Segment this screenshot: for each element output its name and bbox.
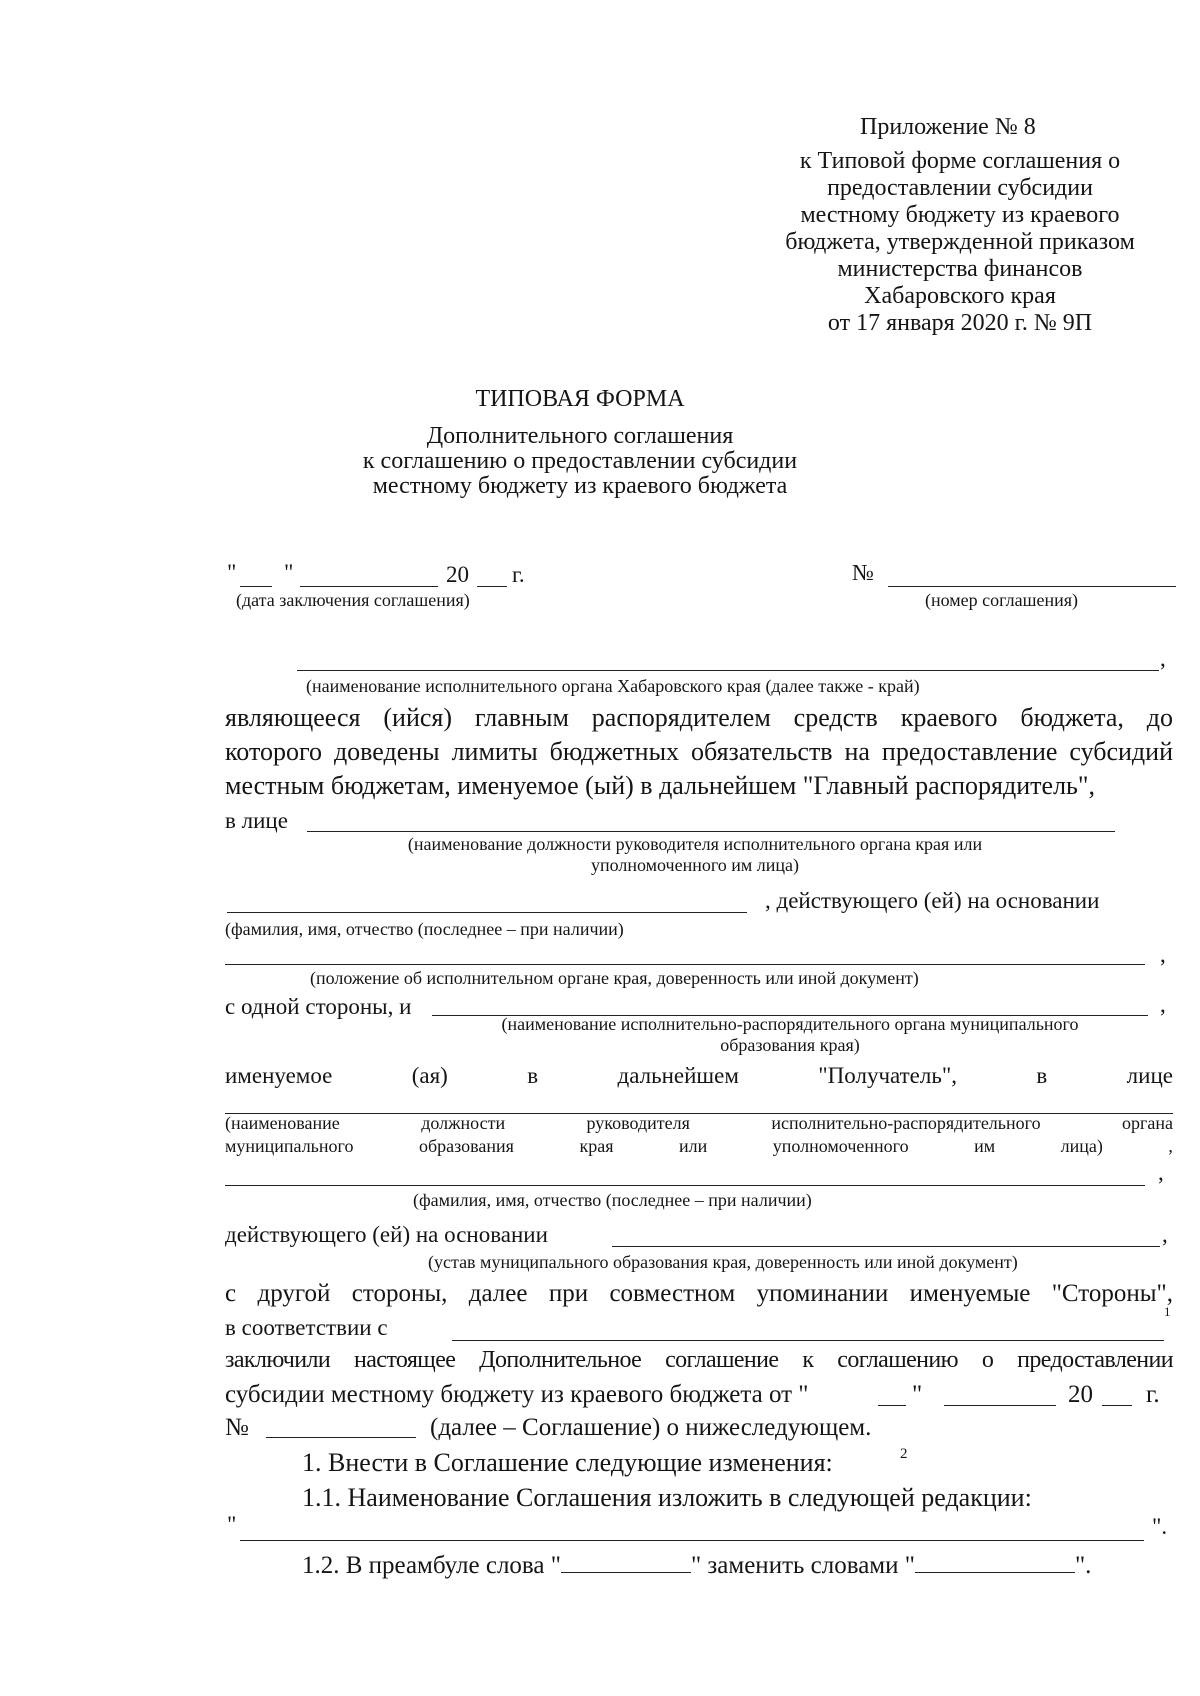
caption-fio: (фамилия, имя, отчество (последнее – при наличии) (225, 919, 624, 939)
subtitle-line: Дополнительного соглашения (426, 423, 734, 449)
recipient-word: в (527, 1063, 539, 1088)
caption-line: (наименование исполнительно-распорядительного органа муниципального (501, 1014, 1079, 1034)
one-side-label: с одной стороны, и (225, 994, 412, 1019)
number-caption: (номер соглашения) (925, 590, 1078, 610)
month-blank[interactable] (300, 586, 438, 587)
new-words-blank[interactable] (915, 1554, 1075, 1573)
date-quote-open: " (227, 560, 237, 585)
paragraph-line: являющееся (ийся) главным распорядителем средств краевого бюджета, до (225, 703, 1173, 732)
appendix-line: Хабаровского края (864, 283, 1056, 309)
caption-word: , (1168, 1136, 1173, 1156)
recipient-line (225, 1063, 1173, 1089)
day-blank[interactable] (240, 586, 272, 587)
form-title: ТИПОВАЯ ФОРМА (475, 386, 685, 412)
caption-word: образования (418, 1136, 514, 1156)
concluded-line: заключили настоящее Дополнительное соглашение к соглашению о предоставлении (225, 1347, 1173, 1373)
new-name-blank[interactable] (240, 1540, 1144, 1541)
caption-fio: (фамилия, имя, отчество (последнее – при наличии) (413, 1190, 812, 1210)
appendix-line: местному бюджету из краевого (800, 202, 1120, 228)
caption-word: руководителя (586, 1113, 690, 1133)
caption-line: уполномоченного им лица) (590, 855, 800, 875)
open-quote: " (227, 1512, 237, 1537)
item-1-2-end: ". (1074, 1552, 1092, 1579)
authority-name-blank[interactable] (297, 670, 1159, 671)
recipient-word: "Получатель", (818, 1063, 957, 1088)
number-sign: № (852, 560, 874, 585)
paragraph-line: местным бюджетам, именуемое (ый) в дальнейшем "Главный распорядитель", (225, 771, 1096, 800)
year-blank[interactable] (477, 586, 507, 587)
caption-word: им (974, 1136, 996, 1156)
in-accordance-label: в соответствии с (225, 1315, 388, 1340)
prior-agreement-day-blank[interactable] (878, 1405, 906, 1406)
item-1-2 (302, 1552, 1091, 1580)
caption-word: (наименование (225, 1113, 340, 1133)
caption-charter: (устав муниципального образования края, доверенность или иной документ) (428, 1252, 1018, 1272)
acting-basis-label: действующего (ей) на основании (225, 1222, 548, 1247)
recipient-word: (ая) (411, 1063, 448, 1088)
comma: , (1160, 646, 1166, 671)
comma: , (1160, 942, 1166, 967)
date-caption: (дата заключения соглашения) (236, 590, 470, 610)
concluded-year: 20 (1068, 1381, 1093, 1408)
concluded-line: (далее – Соглашение) о нижеследующем. (430, 1414, 872, 1441)
appendix-line: от 17 января 2020 г. № 9П (827, 310, 1093, 336)
caption-word: муниципального (225, 1136, 354, 1156)
prior-agreement-month-blank[interactable] (944, 1405, 1056, 1406)
subtitle-line: местному бюджету из краевого бюджета (372, 473, 788, 499)
in-person-label: в лице (225, 808, 288, 833)
caption-word: должности (421, 1113, 506, 1133)
caption-line: образования края) (720, 1035, 860, 1055)
caption-word: края (579, 1136, 614, 1156)
item-1-2-prefix: 1.2. В преамбуле слова " (302, 1552, 561, 1579)
appendix-line: к Типовой форме соглашения о (799, 148, 1121, 174)
comma: , (1162, 1222, 1168, 1247)
recipient-word: в (1036, 1063, 1048, 1088)
recipient-word: дальнейшем (617, 1063, 739, 1088)
caption-head-position (280, 834, 1110, 876)
footnote-marker: 2 (900, 1446, 908, 1462)
concluded-number-sign: № (225, 1414, 249, 1441)
close-quote: ". (1152, 1514, 1168, 1539)
prior-agreement-number-blank[interactable] (266, 1437, 416, 1438)
item-1-2-mid: " заменить словами " (690, 1552, 915, 1579)
concluded-g: г. (1146, 1381, 1160, 1408)
subtitle-line: к соглашению о предоставлении субсидии (362, 448, 798, 474)
caption-authority: (наименование исполнительного органа Хабаровского края (далее также - край) (306, 676, 920, 696)
caption-recipient-position (225, 1113, 1173, 1134)
concluded-quote: " (912, 1381, 923, 1408)
caption-basis-doc: (положение об исполнительном органе края, доверенность или иной документ) (310, 968, 919, 988)
form-subtitle (300, 424, 860, 499)
year-prefix: 20 (446, 562, 469, 587)
head-position-blank[interactable] (307, 831, 1115, 832)
appendix-line: министерства финансов (837, 256, 1083, 282)
head-fio-blank[interactable] (227, 912, 747, 913)
charter-blank[interactable] (612, 1246, 1160, 1247)
prior-agreement-year-blank[interactable] (1102, 1405, 1132, 1406)
caption-word: исполнительно-распорядительного (771, 1113, 1041, 1133)
appendix-line: бюджета, утвержденной приказом (785, 229, 1135, 255)
caption-municipal (400, 1014, 1180, 1056)
appendix-line: предоставлении субсидии (827, 175, 1093, 201)
appendix-number: Приложение № 8 (860, 114, 1036, 140)
comma: , (1160, 992, 1166, 1017)
recipient-word: лице (1126, 1063, 1173, 1088)
comma: , (1158, 1160, 1164, 1185)
item-1: 1. Внести в Соглашение следующие изменения: (302, 1448, 833, 1477)
recipient-word: именуемое (225, 1063, 333, 1088)
caption-word: или (678, 1136, 708, 1156)
caption-word: уполномоченного (772, 1136, 909, 1156)
appendix-reference (730, 148, 1190, 337)
concluded-line: субсидии местному бюджету из краевого бюджета от " (225, 1381, 809, 1408)
legal-basis-blank[interactable] (452, 1340, 1164, 1341)
date-quote-close: " (284, 560, 294, 585)
paragraph-line: которого доведены лимиты бюджетных обязательств на предоставление субсидий (225, 737, 1173, 766)
old-words-blank[interactable] (561, 1554, 691, 1573)
caption-recipient-position (225, 1136, 1173, 1157)
caption-word: органа (1122, 1113, 1173, 1133)
recipient-fio-blank[interactable] (225, 1185, 1145, 1186)
caption-line: (наименование должности руководителя исполнительного органа края или (407, 834, 983, 854)
agreement-number-blank[interactable] (888, 586, 1176, 587)
year-suffix: г. (512, 562, 525, 587)
basis-document-blank[interactable] (225, 964, 1145, 965)
caption-word: лица) (1060, 1136, 1103, 1156)
other-side-text: с другой стороны, далее при совместном упоминании именуемые "Стороны", (225, 1280, 1173, 1307)
acting-basis-label: , действующего (ей) на основании (765, 888, 1100, 913)
item-1-1: 1.1. Наименование Соглашения изложить в следующей редакции: (302, 1483, 1032, 1512)
footnote-marker: 1 (1164, 1304, 1171, 1319)
